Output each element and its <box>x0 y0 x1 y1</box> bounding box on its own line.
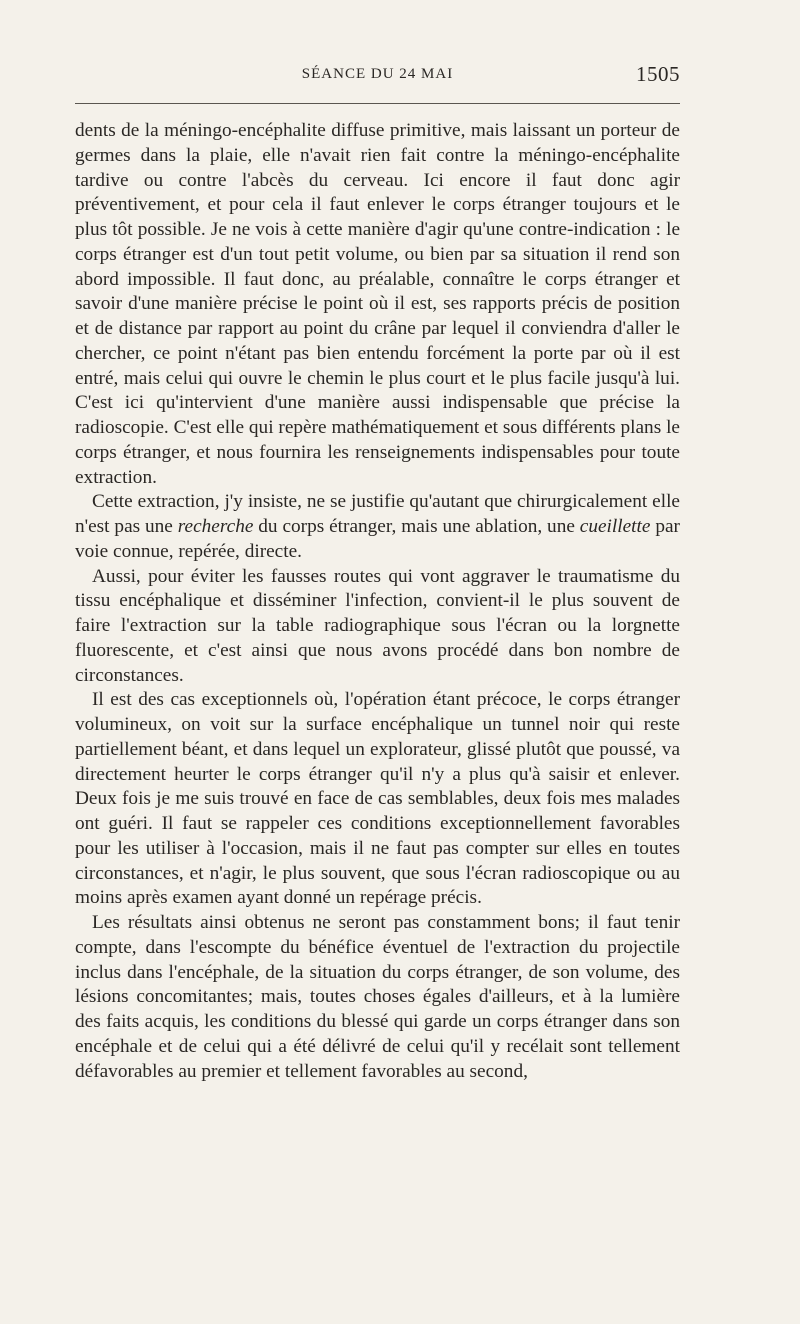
page-number: 1505 <box>636 62 680 86</box>
paragraph-extraction-part1: Cette extraction, j'y insiste, ne se justifie qu'autant que chirurgicalement elle n'est pas une <box>75 491 680 537</box>
paragraph-extraction-part2: du corps étranger, mais une ablation, une <box>253 516 580 537</box>
paragraph-continued: dents de la méningo-encéphalite diffuse primitive, mais laissant un porteur de germes dans la plaie, elle n'avait rien fait contre la méningo-encéphalite tardive ou contre l'abcès du cerveau. Ici encore il faut donc agir préventivement, et pour cela il faut enlever le corps étranger toujours et le plus tôt possible. Je ne vois à cette manière d'agir qu'une contre-indication : le corps étranger est d'un tout petit volume, ou bien par sa situation il rend son abord impossible. Il faut donc, au préalable, connaître le corps étranger et savoir d'une manière précise le point où il est, ses rapports précis de position et de distance par rapport au point du crâne par lequel il conviendra d'aller le chercher, ce point n'étant pas bien entendu forcément la porte par où il est entré, mais celui qui ouvre le chemin le plus court et le plus facile jusqu'à lui. C'est ici qu'intervient d'une manière aussi indispensable que précise la radioscopie. C'est elle qui repère mathématiquement et sous différents plans le corps étranger, et nous fournira les renseignements indispensables pour toute extraction. <box>75 120 680 488</box>
paragraph-fausses-routes: Aussi, pour éviter les fausses routes qui vont aggraver le traumatisme du tissu encéphalique et disséminer l'infection, convient-il le plus souvent de faire l'extraction sur la table radiographique sous l'écran ou la lorgnette fluorescente, et c'est ainsi que nous avons procédé dans bon nombre de circonstances. <box>75 565 680 686</box>
paragraph-cas-exceptionnels: Il est des cas exceptionnels où, l'opération étant précoce, le corps étranger volumineux, on voit sur la surface encéphalique un tunnel noir qui reste partiellement béant, et dans lequel un explorateur, glissé plutôt que poussé, va directement heurter le corps étranger qu'il n'y a plus qu'à saisir et enlever. Deux fois je me suis trouvé en face de cas semblables, deux fois mes malades ont guéri. Il faut se rappeler ces conditions exceptionnellement favorables pour les utiliser à l'occasion, mais il ne faut pas compter sur elles en toutes circonstances, et n'agir, le plus souvent, que sous l'écran radioscopique ou au moins après examen ayant donné un repérage précis. <box>75 689 680 909</box>
header-rule <box>75 103 680 104</box>
body-text <box>75 119 680 1084</box>
emphasis-recherche: recherche <box>177 516 254 537</box>
paragraph-resultats: Les résultats ainsi obtenus ne seront pas constamment bons; il faut tenir compte, dans l'escompte du bénéfice éventuel de l'extraction du projectile inclus dans l'encéphale, de la situation du corps étranger, de son volume, des lésions concomitantes; mais, toutes choses égales d'ailleurs, et à la lumière des faits acquis, les conditions du blessé qui garde un corps étranger dans son encéphale et de celui qui a été délivré de celui qu'il y recélait sont tellement défavorables au premier et tellement favorables au second, <box>75 912 680 1082</box>
running-head: SÉANCE DU 24 MAI <box>301 66 454 82</box>
emphasis-cueillette: cueillette <box>579 516 651 537</box>
page-header <box>75 62 680 90</box>
paragraph-extraction-part3: par voie connue, repérée, directe. <box>75 516 680 562</box>
paragraph-extraction <box>75 490 680 564</box>
